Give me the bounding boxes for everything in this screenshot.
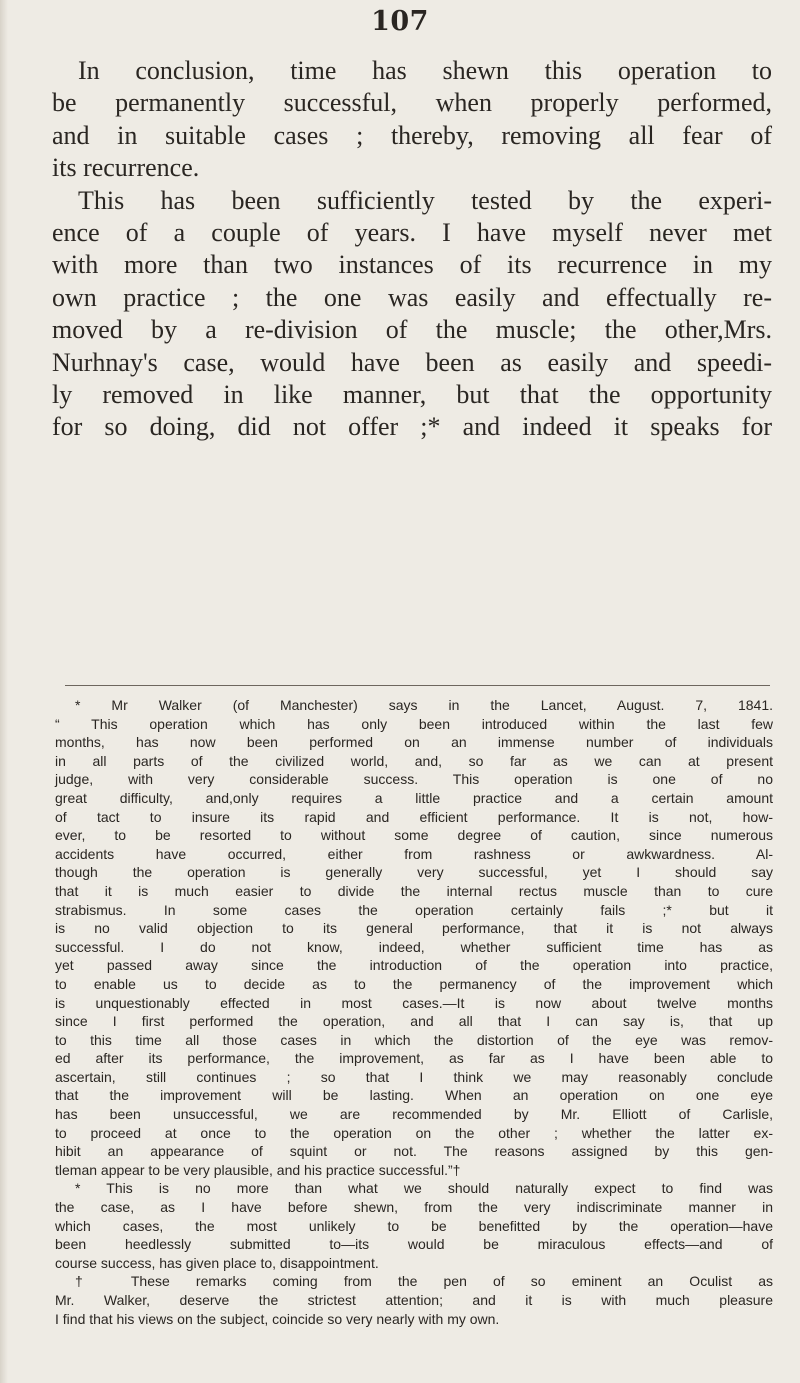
footnote-line: Mr. Walker, deserve the strictest attention; and it is with much pleasure — [55, 1292, 773, 1308]
footnote-line: that it is much easier to divide the internal rectus muscle than to cure — [55, 882, 773, 899]
main-text-line: This has been sufficiently tested by the experi- — [78, 185, 772, 215]
page-number: 107 — [371, 6, 429, 37]
footnotes — [55, 696, 773, 1328]
footnote-line: since I first performed the operation, and all that I can say is, that up — [55, 1013, 773, 1030]
main-text-line: own practice ; the one was easily and effectually re- — [52, 282, 772, 312]
main-text-line: its recurrence. — [52, 153, 200, 183]
main-text — [52, 55, 772, 444]
footnote-line: strabismus. In some cases the operation certainly fails ;* but it — [55, 901, 773, 918]
footnote-line: accidents have occurred, either from rashness or awkwardness. Al- — [55, 845, 773, 862]
footnote-line: course success, has given place to, disappointment. — [55, 1254, 379, 1271]
main-text-line: with more than two instances of its recurrence in my — [52, 250, 772, 280]
main-text-line: for so doing, did not offer ;* and indeed it speaks for — [52, 412, 772, 442]
page-gutter-shadow — [0, 0, 8, 1383]
main-text-line: and in suitable cases ; thereby, removing all fear of — [52, 120, 772, 150]
footnote-line: though the operation is generally very successful, yet I should say — [55, 864, 773, 881]
footnote-line: that the improvement will be lasting. When an operation on one eye — [55, 1087, 773, 1104]
footnote-line: of tact to insure its rapid and efficient performance. It is not, how- — [55, 808, 773, 825]
footnote-line: ever, to be resorted to without some degree of caution, since numerous — [55, 827, 773, 844]
footnote-line: which cases, the most unlikely to be benefitted by the operation—have — [55, 1217, 773, 1234]
footnote-divider — [65, 685, 770, 686]
footnote-line: has been unsuccessful, we are recommended by Mr. Elliott of Carlisle, — [55, 1106, 773, 1123]
main-text-line: ly removed in like manner, but that the opportunity — [52, 379, 772, 409]
footnote-line: ed after its performance, the improvement, as far as I have been able to — [55, 1050, 773, 1067]
main-text-line: ence of a couple of years. I have myself never met — [52, 217, 772, 247]
footnote-line: been heedlessly submitted to—its would be miraculous effects—and of — [55, 1236, 773, 1253]
footnote-line: months, has now been performed on an immense number of individuals — [55, 734, 773, 751]
footnote-line: to enable us to decide as to the permanency of the improvement which — [55, 975, 773, 992]
footnote-line: * This is no more than what we should naturally expect to find was — [75, 1180, 773, 1197]
footnote-line: successful. I do not know, indeed, whether sufficient time has as — [55, 938, 773, 955]
footnote-line: * Mr Walker (of Manchester) says in the Lancet, August. 7, 1841. — [75, 697, 773, 713]
footnote-line: tleman appear to be very plausible, and his practice successful.”† — [55, 1161, 461, 1178]
footnote-line: judge, with very considerable success. This operation is one of no — [55, 771, 773, 788]
footnote-line: in all parts of the civilized world, and, so far as we can at present — [55, 752, 773, 769]
footnote-line: great difficulty, and,only requires a little practice and a certain amount — [55, 789, 773, 806]
footnote-line: to proceed at once to the operation on the other ; whether the latter ex- — [55, 1124, 773, 1141]
footnote-line: I find that his views on the subject, coincide so very nearly with my own. — [55, 1310, 500, 1327]
footnote-line: † These remarks coming from the pen of so eminent an Oculist as — [75, 1273, 773, 1290]
footnote-line: ascertain, still continues ; so that I think we may reasonably conclude — [55, 1068, 773, 1085]
footnote-line: yet passed away since the introduction of the operation into practice, — [55, 957, 773, 974]
footnote-line: the case, as I have before shewn, from the very indiscriminate manner in — [55, 1199, 773, 1216]
footnote-line: hibit an appearance of squint or not. The reasons assigned by this gen- — [55, 1143, 773, 1160]
main-text-line: In conclusion, time has shewn this operation to — [78, 56, 772, 85]
footnote-line: is unquestionably effected in most cases.—It is now about twelve months — [55, 994, 773, 1011]
main-text-line: Nurhnay's case, would have been as easily and speedi- — [52, 347, 772, 377]
main-text-line: be permanently successful, when properly performed, — [52, 88, 772, 118]
footnote-line: is no valid objection to its general performance, that it is not always — [55, 920, 773, 937]
main-text-line: moved by a re-division of the muscle; the other,Mrs. — [52, 315, 772, 345]
footnote-line: to this time all those cases in which the distortion of the eye was remov- — [55, 1031, 773, 1048]
footnote-line: “ This operation which has only been introduced within the last few — [55, 715, 773, 732]
